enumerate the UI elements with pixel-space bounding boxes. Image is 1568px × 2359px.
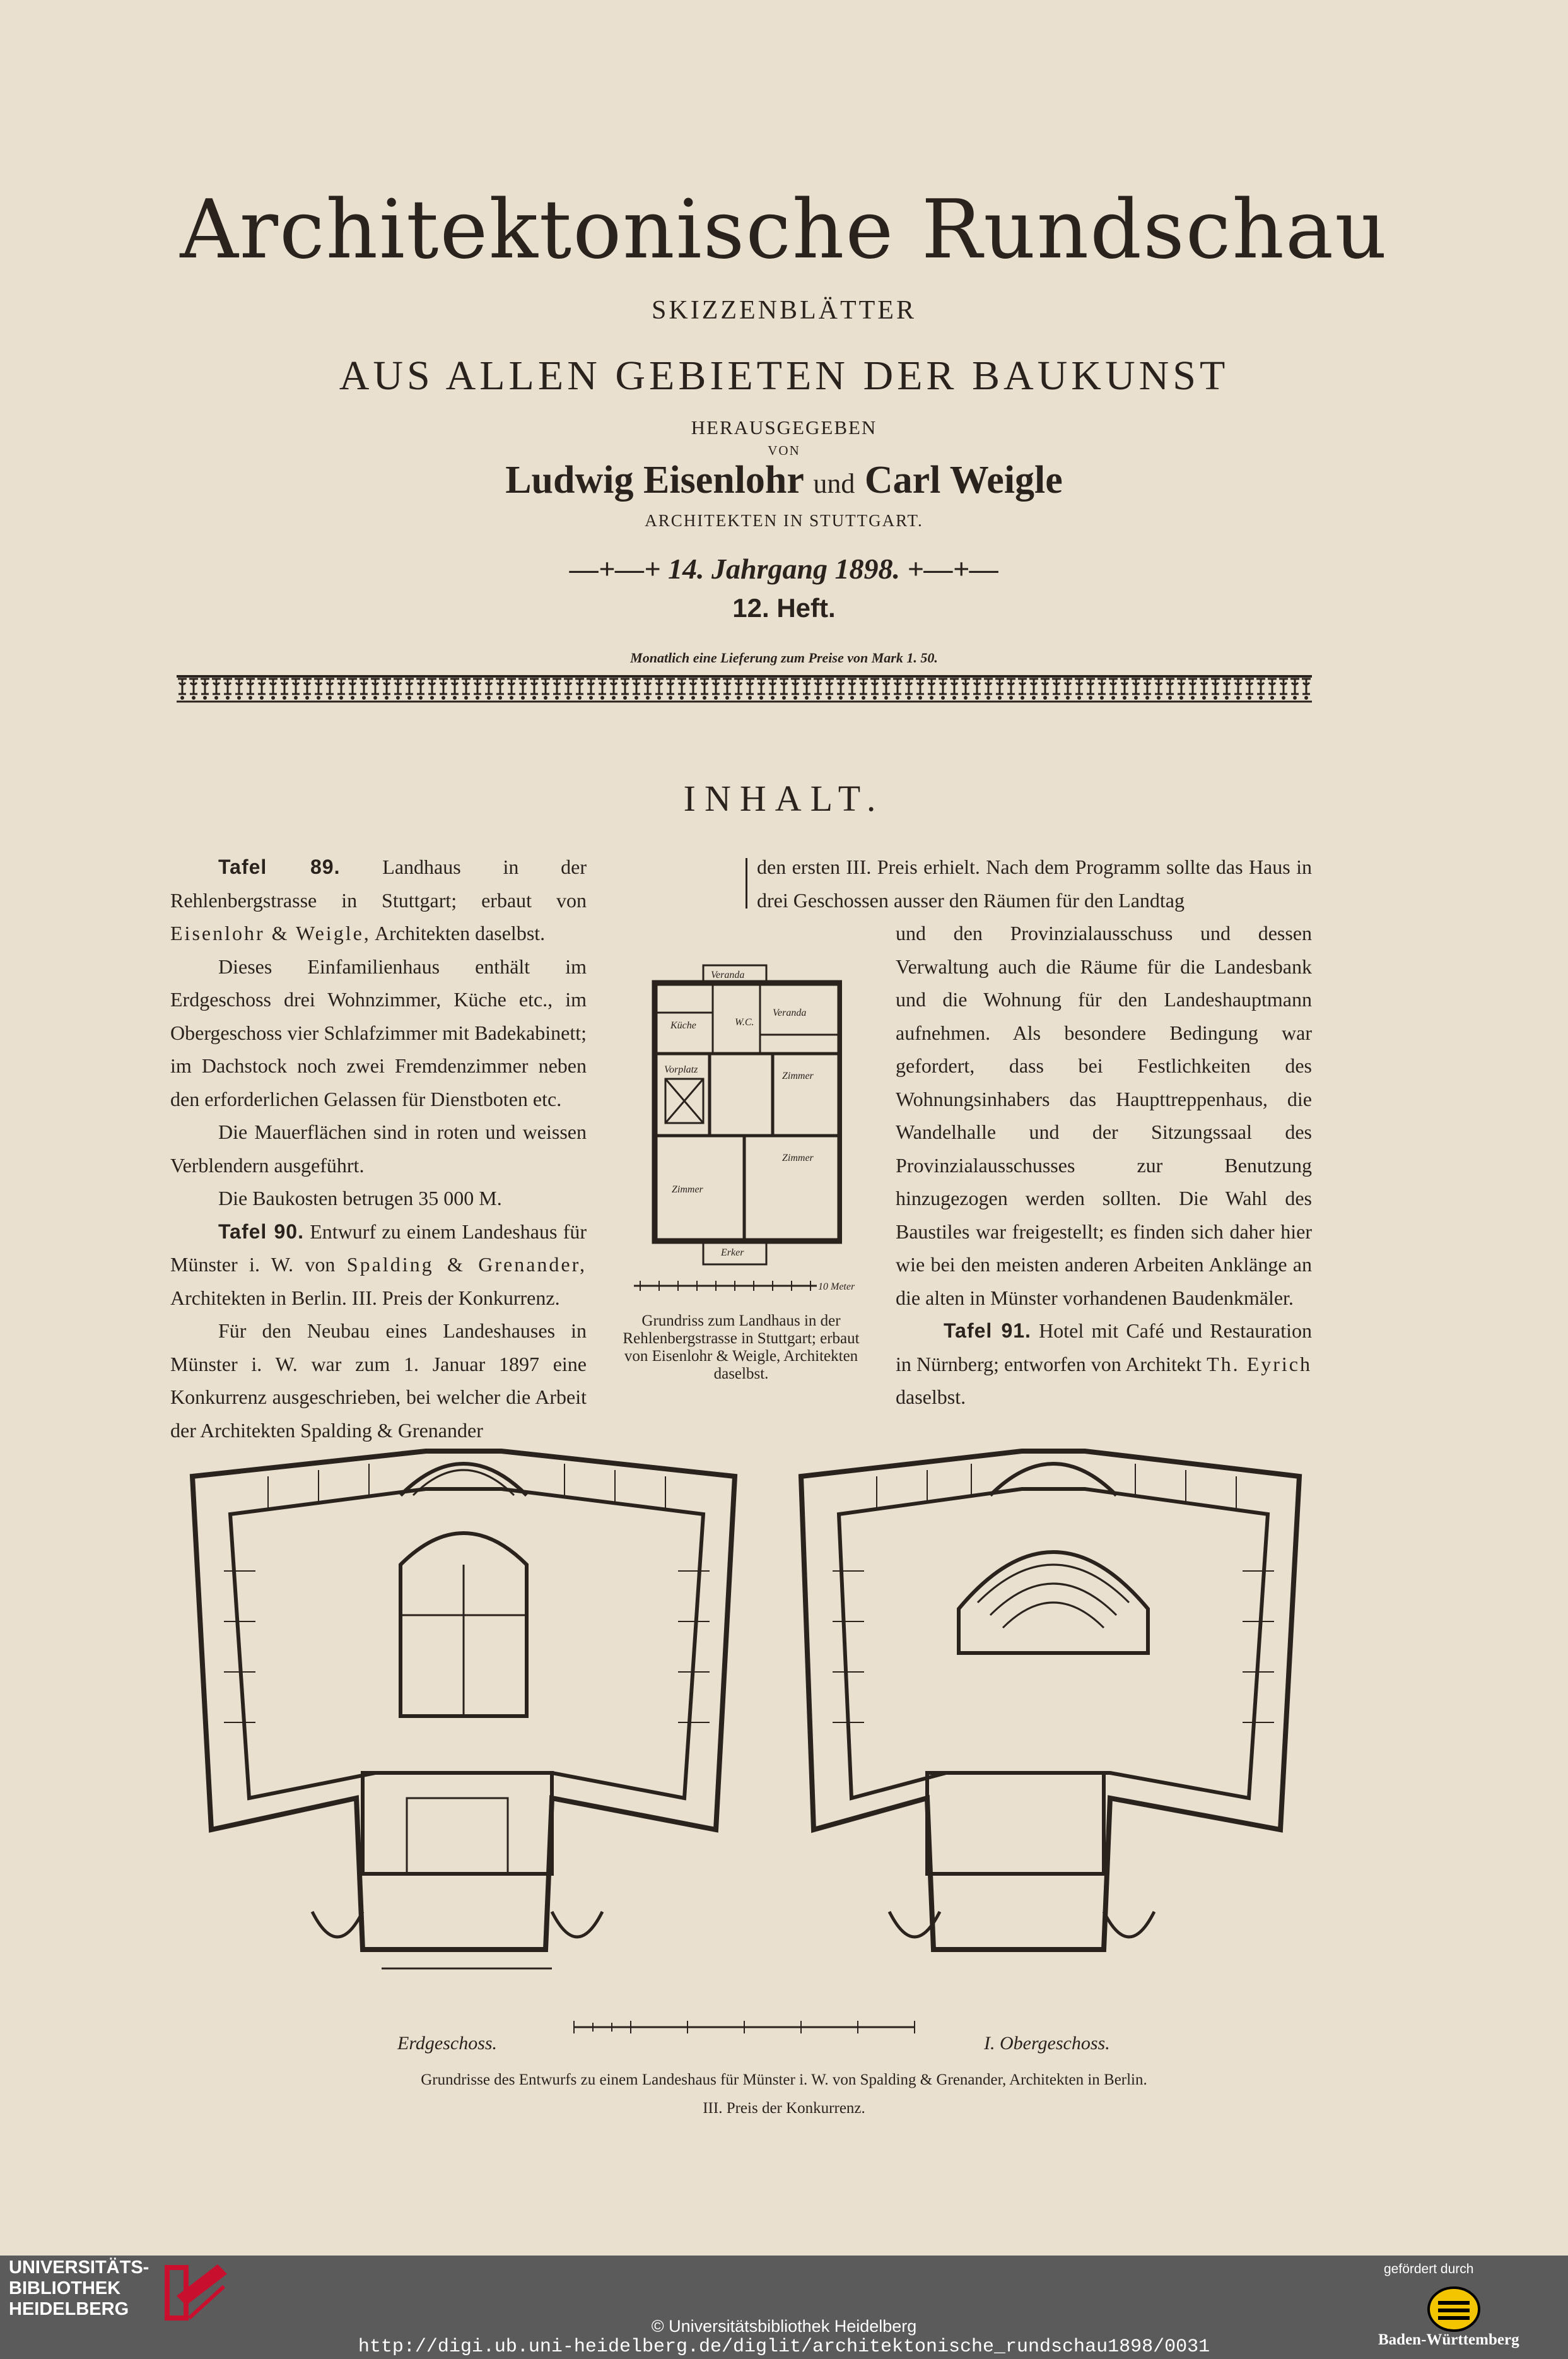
plans-caption bbox=[0, 2066, 1568, 2122]
arrow-left-ornament-icon: —+—+ bbox=[570, 553, 668, 585]
contents-column-left bbox=[170, 850, 587, 1447]
price-note: Monatlich eine Lieferung zum Preise von Mark 1. 50. bbox=[630, 650, 938, 666]
tafel-91-label: Tafel 91. bbox=[944, 1319, 1031, 1342]
sponsor-name: Baden-Württemberg bbox=[1378, 2331, 1519, 2348]
volume-label: 14. Jahrgang 1898. bbox=[667, 553, 901, 585]
ground-floor-plan bbox=[173, 1445, 766, 2000]
plan-room-label: Zimmer bbox=[782, 1153, 814, 1163]
plan-room-label: Zimmer bbox=[782, 1071, 814, 1081]
tafel-89-costs: Die Baukosten betrugen 35 000 M. bbox=[218, 1187, 502, 1209]
subtitle-sketch-sheets: SKIZZENBLÄTTER bbox=[652, 296, 916, 325]
tafel-89-title: Landhaus in der Rehlenbergstrasse in Stuttgart; erbaut von bbox=[170, 856, 587, 912]
subtitle-all-fields: AUS ALLEN GEBIETEN DER BAUKUNST bbox=[339, 353, 1229, 399]
von-label: VON bbox=[768, 443, 800, 458]
tafel-91-title: Hotel mit Café und Restauration in Nürnberg; entworfen von Architekt bbox=[896, 1319, 1312, 1375]
plans-caption-line1: Grundrisse des Entwurfs zu einem Landeshaus für Münster i. W. von Spalding & Grenander, Architekten in Berlin. bbox=[421, 2071, 1147, 2088]
tafel-89-label: Tafel 89. bbox=[218, 856, 341, 878]
tafel-89-architects: Eisenlohr & Weigle, bbox=[170, 922, 371, 944]
plan-room-label: Zimmer bbox=[672, 1184, 703, 1195]
contents-column-right bbox=[896, 917, 1312, 1414]
first-floor-label: I. Obergeschoss. bbox=[984, 2033, 1110, 2054]
library-name-line3: HEIDELBERG bbox=[9, 2299, 129, 2319]
scale-bar-label: 10 Meter bbox=[818, 1281, 855, 1292]
plan-room-label: Veranda bbox=[711, 970, 745, 980]
editors-profession: ARCHITEKTEN IN STUTTGART. bbox=[645, 511, 923, 530]
tafel-89-description: Dieses Einfamilienhaus enthält im Erdgeschoss drei Wohnzimmer, Küche etc., im Obergeschoss vier Schlafzimmer mit Badekabinett; im Dachstock noch zwei Fremdenzimmer neben den erforderlichen Gelassen für Dienstboten etc. bbox=[170, 955, 587, 1110]
library-name[interactable] bbox=[9, 2257, 149, 2320]
tafel-90-architects: Spalding & Grenander, bbox=[346, 1253, 587, 1276]
und-label: und bbox=[813, 468, 855, 499]
tafel-90-title-end: Architekten in Berlin. III. Preis der Konkurrenz. bbox=[170, 1286, 560, 1309]
tafel-90-continued-top: den ersten III. Preis erhielt. Nach dem Programm sollte das Haus in drei Geschossen ausser den Räumen für den Landtag bbox=[757, 856, 1312, 912]
issue-label: 12. Heft. bbox=[732, 593, 836, 623]
small-plan-caption: Grundriss zum Landhaus in der Rehlenbergstrasse in Stuttgart; erbaut von Eisenlohr & Weigle, Architekten daselbst. bbox=[623, 1312, 860, 1382]
first-floor-plan bbox=[782, 1445, 1318, 2000]
plan-room-label: Küche bbox=[670, 1020, 696, 1031]
footer-bar bbox=[0, 2256, 1568, 2359]
editors bbox=[0, 458, 1568, 503]
decorative-border-ornament bbox=[177, 674, 1312, 703]
plan-room-label: W.C. bbox=[735, 1017, 754, 1028]
journal-title: Architektonische Rundschau bbox=[180, 183, 1388, 277]
tafel-90-continued: und den Provinzialausschuss und dessen Verwaltung auch die Räume für die Landesbank und die Wohnung für den Landeshauptmann aufnehmen. Als besondere Bedingung war gefordert, dass bei Festlichkeiten des Wohnungsinhabers das Haupttreppenhaus, die Wandelhalle und der Sitzungssaal des Provinzialausschusses zur Benutzung hinzugezogen werden sollten. Die Wahl des Baustiles war freigestellt; es finden sich daher hier wie bei den meisten anderen Arbeiten Anklänge an die alten in Münster vorhandenen Baudenkmäler. bbox=[896, 922, 1312, 1309]
small-floor-plan bbox=[640, 953, 842, 1268]
tafel-89-walls: Die Mauerflächen sind in roten und weissen Verblendern ausgeführt. bbox=[170, 1121, 587, 1177]
plans-caption-line2: III. Preis der Konkurrenz. bbox=[703, 2100, 865, 2117]
published-by-label: HERAUSGEGEBEN bbox=[691, 416, 877, 438]
library-name-line1: UNIVERSITÄTS- bbox=[9, 2257, 149, 2278]
copyright-notice: © Universitätsbibliothek Heidelberg bbox=[651, 2317, 917, 2336]
plan-room-label: Veranda bbox=[773, 1008, 807, 1018]
tafel-91-architect: Th. Eyrich bbox=[1207, 1352, 1313, 1375]
tafel-90-label: Tafel 90. bbox=[218, 1220, 304, 1243]
tafel-90-title: Entwurf zu einem Landeshaus für Münster i. W. von bbox=[170, 1220, 587, 1276]
arrow-right-ornament-icon: +—+— bbox=[907, 553, 998, 585]
tafel-89-title-end: Architekten daselbst. bbox=[375, 922, 546, 944]
contents-heading: INHALT. bbox=[683, 778, 885, 819]
permalink-url[interactable]: http://digi.ub.uni-heidelberg.de/diglit/architektonische_rundschau1898/0031 bbox=[358, 2336, 1210, 2358]
tafel-91-title-end: daselbst. bbox=[896, 1385, 966, 1408]
scale-bar bbox=[634, 1276, 861, 1296]
sponsor-label: gefördert durch bbox=[1384, 2262, 1474, 2276]
tafel-90-description: Für den Neubau eines Landeshauses in Münster i. W. war zum 1. Januar 1897 eine Konkurrenz ausgeschrieben, bei welcher die Arbeit der Architekten Spalding & Grenander bbox=[170, 1319, 587, 1442]
editor-eisenlohr: Ludwig Eisenlohr bbox=[505, 459, 804, 502]
editor-weigle: Carl Weigle bbox=[864, 459, 1063, 502]
volume-line bbox=[0, 552, 1568, 585]
contents-column-right-top bbox=[757, 850, 1312, 917]
column-divider bbox=[746, 858, 747, 909]
plan-room-label: Erker bbox=[721, 1247, 744, 1258]
plan-room-label: Vorplatz bbox=[664, 1064, 698, 1075]
ground-floor-label: Erdgeschoss. bbox=[397, 2033, 498, 2054]
plans-scale-bar bbox=[568, 2018, 921, 2037]
library-name-line2: BIBLIOTHEK bbox=[9, 2278, 121, 2298]
